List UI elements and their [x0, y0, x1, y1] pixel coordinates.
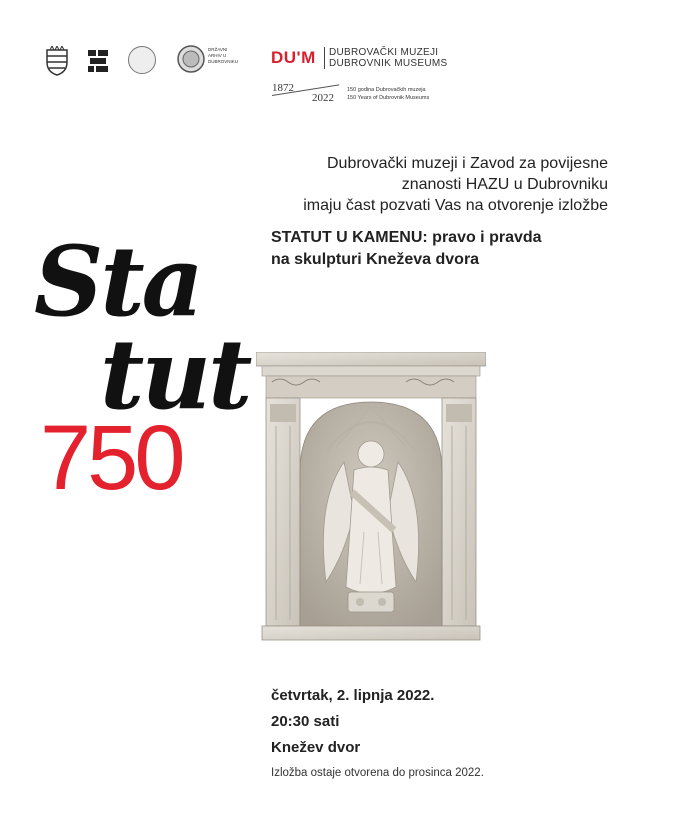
wordmark-750: 750	[40, 407, 182, 509]
city-archive-seal-icon	[176, 44, 206, 79]
dum-logo-mark: DU'M	[271, 48, 316, 67]
archive-logo-text: DRŽAVNI ARHIV U DUBROVNIKU	[208, 47, 239, 64]
dum-name	[329, 47, 447, 69]
dum-name-en: DUBROVNIK MUSEUMS	[329, 58, 448, 69]
event-time: 20:30 sati	[271, 713, 340, 730]
exhibition-title-2: na skulpturi Kneževa dvora	[271, 251, 480, 268]
exhibition-title-1: STATUT U KAMENU: pravo i pravda	[271, 229, 542, 246]
intro-line-3: imaju čast pozvati Vas na otvorenje izložbe	[303, 197, 608, 214]
intro-line-2: znanosti HAZU u Dubrovniku	[401, 176, 608, 193]
exhibition-title	[271, 227, 542, 271]
year-end: 2022	[312, 92, 334, 104]
wordmark-sta: Sta	[34, 225, 201, 338]
year-start: 1872	[272, 82, 294, 94]
institute-seal-icon	[128, 46, 156, 74]
intro-text	[208, 153, 608, 216]
dubrovnik-logo-icon	[86, 48, 110, 79]
stone-relief-image	[256, 352, 486, 647]
anniversary-en: 150 Years of Dubrovnik Museums	[347, 95, 430, 101]
coat-of-arms-icon	[44, 46, 70, 81]
dum-name-hr: DUBROVAČKI MUZEJI	[329, 47, 439, 58]
dum-divider	[324, 47, 325, 69]
event-date: četvrtak, 2. lipnja 2022.	[271, 687, 435, 704]
anniversary-text	[347, 86, 429, 102]
intro-line-1: Dubrovački muzeji i Zavod za povijesne	[326, 155, 608, 172]
wordmark-tut: tut	[100, 318, 250, 431]
exhibition-note: Izložba ostaje otvorena do prosinca 2022.	[271, 767, 484, 779]
anniversary-hr: 150 godina Dubrovačkih muzeja	[347, 87, 426, 93]
event-place: Knežev dvor	[271, 739, 361, 756]
